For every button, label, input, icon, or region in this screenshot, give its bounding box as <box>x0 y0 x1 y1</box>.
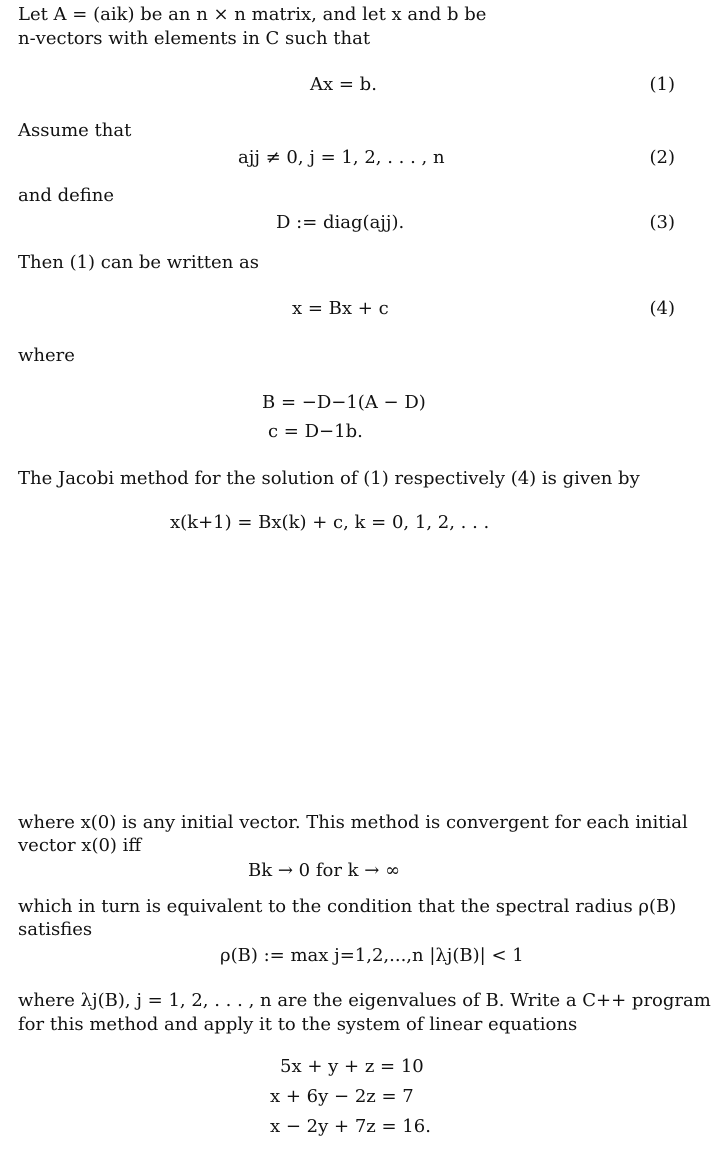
equation-2: ajj ≠ 0, j = 1, 2, . . . , n <box>238 147 445 168</box>
equation-number-2: (2) <box>649 147 675 168</box>
c-definition: c = D−1b. <box>268 421 363 442</box>
equation-number-4: (4) <box>649 298 675 319</box>
convergence-line-5: where λj(B), j = 1, 2, . . . , n are the eigenvalues of B. Write a C++ program <box>18 990 711 1011</box>
system-row-1: 5x + y + z = 10 <box>280 1056 424 1077</box>
convergence-line-4: satisfies <box>18 919 93 940</box>
convergence-line-3: which in turn is equivalent to the condition that the spectral radius ρ(B) <box>18 896 677 917</box>
equation-3: D := diag(ajj). <box>276 212 405 233</box>
jacobi-sentence: The Jacobi method for the solution of (1) respectively (4) is given by <box>18 468 640 489</box>
system-row-2: x + 6y − 2z = 7 <box>270 1086 414 1107</box>
system-row-3: x − 2y + 7z = 16. <box>270 1116 431 1137</box>
equation-number-1: (1) <box>649 74 675 95</box>
equation-1: Ax = b. <box>310 74 377 95</box>
problem-intro-line-1: Let A = (aik) be an n × n matrix, and let x and b be <box>18 4 487 25</box>
assume-text: Assume that <box>18 120 132 141</box>
equation-number-3: (3) <box>649 212 675 233</box>
define-text: and define <box>18 185 114 206</box>
then-text: Then (1) can be written as <box>18 252 259 273</box>
convergence-line-1: where x(0) is any initial vector. This method is convergent for each initial <box>18 812 688 833</box>
convergence-line-6: for this method and apply it to the system of linear equations <box>18 1014 578 1035</box>
B-definition: B = −D−1(A − D) <box>262 392 426 413</box>
where-text: where <box>18 345 75 366</box>
spectral-radius-condition: ρ(B) := max j=1,2,...,n |λj(B)| < 1 <box>220 945 524 966</box>
jacobi-iteration: x(k+1) = Bx(k) + c, k = 0, 1, 2, . . . <box>170 512 490 533</box>
convergence-line-2: vector x(0) iff <box>18 835 142 856</box>
limit-condition: Bk → 0 for k → ∞ <box>248 860 401 881</box>
equation-4: x = Bx + c <box>292 298 389 319</box>
problem-intro-line-2: n-vectors with elements in C such that <box>18 28 371 49</box>
